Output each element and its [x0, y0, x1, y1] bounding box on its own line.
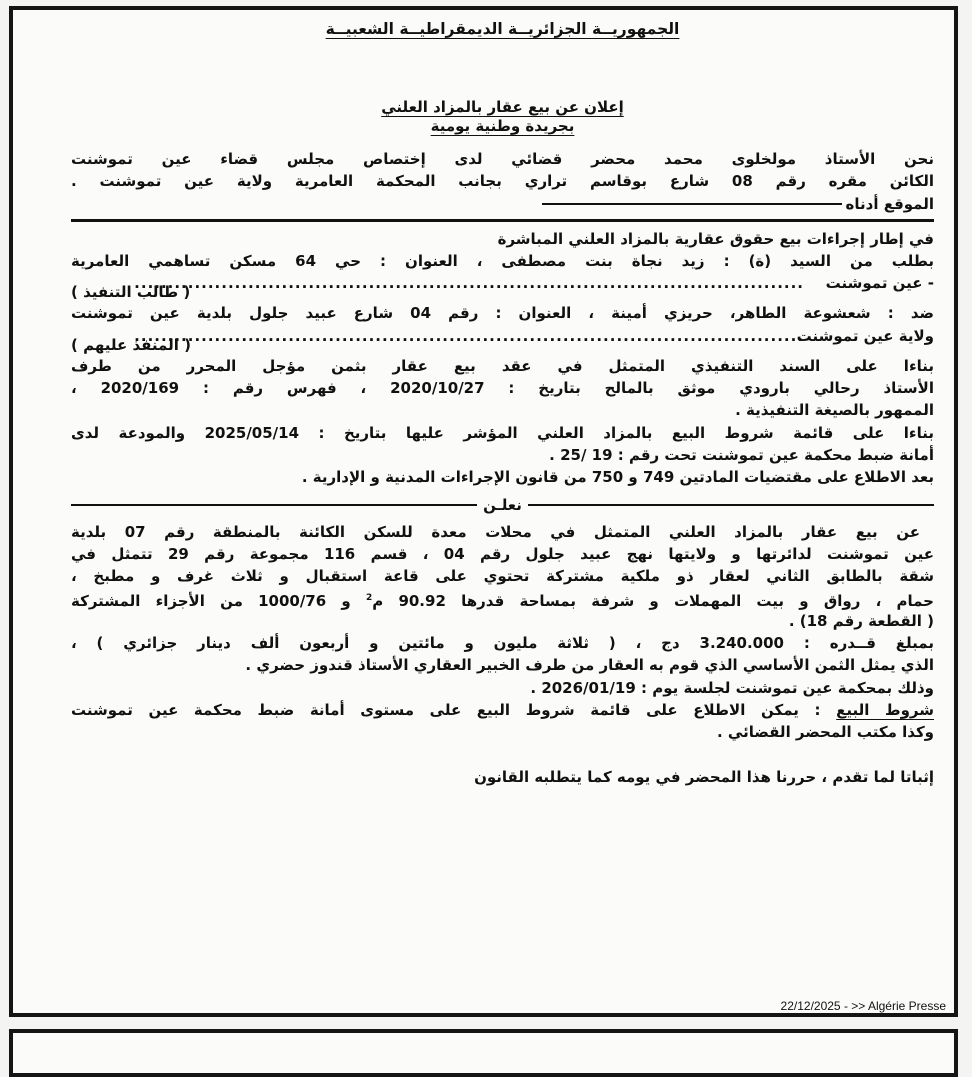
announce-divider: [71, 493, 934, 517]
signatory-text: الموقع أدناه: [845, 194, 934, 213]
creditor-city: - عين تموشنت: [825, 274, 934, 293]
area-unit-exponent: 2: [365, 593, 373, 604]
next-announcement-frame: [9, 1029, 958, 1077]
shares-text: و 1000/76 من الأجزاء المشتركة: [71, 592, 366, 611]
divider-rule: [71, 504, 477, 506]
republic-title: الجمهوريــة الجزائريــة الديمقراطيــة الشعبيــة: [325, 20, 680, 38]
signatory-line: [71, 193, 934, 215]
divider-rule: [528, 504, 934, 506]
proceedings-line: الأستاذ رحالي بارودي موثق بالمالح بتاريخ : 2020/10/27 ، فهرس رقم : 2020/169 ،: [71, 379, 934, 398]
signatory-rule: [542, 203, 842, 205]
proceedings-line: في إطار إجراءات بيع حقوق عقارية بالمزاد العلني المباشرة: [497, 229, 934, 248]
creditor-line: [71, 272, 934, 302]
announce-line: وكذا مكتب المحضر القضائي .: [717, 723, 934, 742]
conditions-text: : يمكن الاطلاع على قائمة شروط البيع على مستوى أمانة ضبط محكمة عين تموشنت: [71, 700, 837, 719]
announce-line: عين تموشنت لدائرتها و ولايتها نهج عبيد جلول رقم 04 ، قسم 116 مجموعة رقم 29 تتمثل في: [71, 544, 934, 563]
proceedings-line: ضد : شعشوعة الطاهر، حريزي أمينة ، العنوان : رقم 04 شارع عبيد جلول بلدية عين تموشنت: [71, 304, 934, 323]
announcement-subheading: [71, 117, 934, 136]
session-date-line: وذلك بمحكمة عين تموشنت لجلسة يوم : 2026/01/19 .: [530, 678, 934, 697]
document-header: [71, 20, 934, 42]
proceedings-line: أمانة ضبط محكمة عين تموشنت تحت رقم : 19 /25 .: [549, 445, 934, 464]
section-divider: [71, 219, 934, 222]
announce-line: ( القطعة رقم 18) .: [788, 611, 934, 630]
area-text: حمام ، رواق و بيت المهملات و شرفة بمساحة قدرها 90.92 م: [372, 592, 934, 611]
closing-line: إثباتا لما تقدم ، حررنا هذا المحضر في يومه كما يتطلبه القانون: [474, 767, 934, 786]
dot-leader: ....................................................................................................: [134, 274, 804, 293]
announcement-content: [71, 18, 934, 788]
proceedings-line: بناءا على السند التنفيذي المتمثل في عقد بيع عقار بثمن مؤجل المحرر من طرف: [71, 356, 934, 375]
announce-line: عن بيع عقار بالمزاد العلني المتمثل في محلات معدة للسكن الكائنة بالمنطقة رقم 07 بلدية: [71, 522, 920, 541]
announce-line: الذي يمثل الثمن الأساسي الذي قوم به العقار من طرف الخبير العقاري الأستاذ قندوز حضري .: [245, 656, 934, 675]
announcement-heading: [71, 98, 934, 117]
proceedings-line: الممهور بالصيغة التنفيذية .: [735, 401, 934, 420]
proceedings-line: بناءا على قائمة شروط البيع بالمزاد العلني المؤشر عليها بتاريخ : 2025/05/14 والمودعة لدى: [71, 423, 934, 442]
heading-line-2: بجريدة وطنية يومية: [430, 117, 575, 135]
debtor-label: ( المنفذ عليهم ): [71, 335, 191, 354]
debtor-line: [71, 325, 934, 355]
conditions-line: [71, 699, 934, 721]
announce-word: نعلـن: [483, 495, 522, 514]
creditor-label: ( طالب التنفيذ ): [71, 283, 191, 302]
conditions-label: شروط البيع: [836, 700, 934, 719]
announce-line: [71, 587, 934, 609]
announcement-frame: [9, 6, 958, 1017]
proceedings-line: بعد الاطلاع على مقتضيات المادتين 749 و 750 من قانون الإجراءات المدنية و الإدارية .: [301, 468, 934, 487]
debtor-city: ولاية عين تموشنت: [796, 326, 934, 345]
heading-line-1: إعلان عن بيع عقار بالمزاد العلني: [381, 98, 624, 116]
announce-line: شقة بالطابق الثاني لعقار ذو ملكية مشتركة تحتوي على قاعة استقبال و ثلاث غرف و مطبخ ،: [71, 567, 934, 586]
price-line: بمبلغ قــدره : 3.240.000 دج ، ( ثلاثة مليون و مائتين و أربعون ألف دينار جزائري ) ،: [71, 634, 934, 653]
dot-leader: ....................................................................................................: [134, 326, 804, 345]
intro-line: الكائن مقره رقم 08 شارع بوقاسم تراري بجانب المحكمة العامرية ولاية عين تموشنت .: [71, 172, 935, 191]
source-credit: 22/12/2025 - >> Algérie Presse: [775, 999, 952, 1013]
proceedings-line: بطلب من السيد (ة) : زيد نجاة بنت مصطفى ، العنوان : حي 64 مسكن تساهمي العامرية: [71, 252, 934, 271]
intro-line: نحن الأستاذ مولخلوى محمد محضر قضائي لدى إختصاص مجلس قضاء عين تموشنت: [71, 150, 934, 168]
